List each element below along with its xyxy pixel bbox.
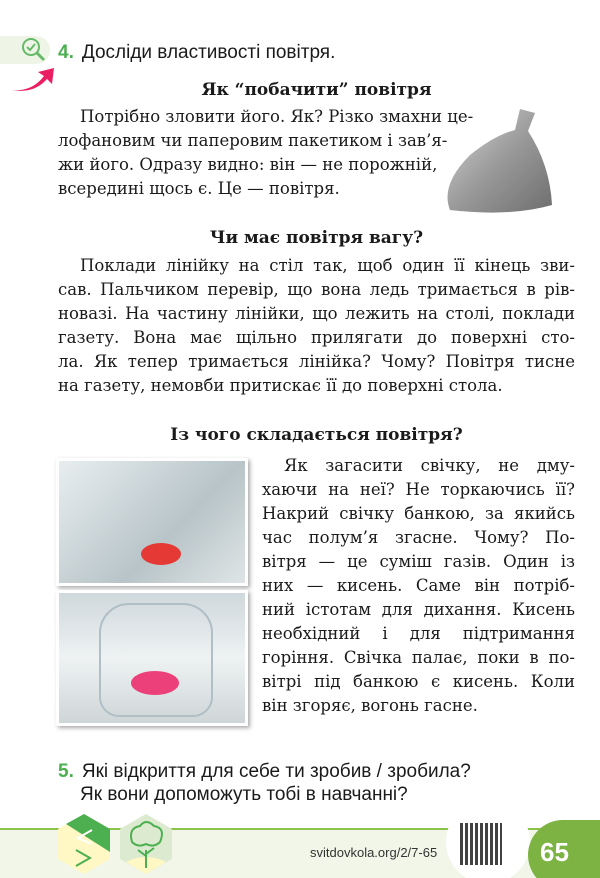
task-4 bbox=[58, 42, 335, 64]
magnifier-check-icon bbox=[20, 36, 48, 64]
page-number: 65 bbox=[528, 820, 600, 878]
section-heading: Із чого складається повітря? bbox=[170, 425, 463, 445]
jar-covering-candle-photo bbox=[56, 590, 248, 726]
candle bbox=[131, 671, 179, 695]
candle bbox=[141, 543, 181, 565]
task-number: 4. bbox=[58, 42, 74, 63]
jar-over-candle-photo bbox=[56, 458, 248, 586]
paragraph: Як загасити свічку, не дму- хаючи на неї? Не торкаючись її? Накрий свічку банкою, за якийсь час полум’я згасне. Чому? По- вітря — це суміш газів. Один із них — кисень. Саме він потріб- ний істотам для дихання. Кисень необхідний і для підтримання горіння. Свічка палає, поки в по- вітрі під банкою є кисень. Коли він згоряє, вогонь гасне. bbox=[262, 456, 575, 715]
paragraph: Потрібно зловити його. Як? Різко змахни це- лофановим чи паперовим пакетиком і зав’я- жи його. Одразу видно: він — не порожній, всередині щось є. Це — повітря. bbox=[58, 107, 474, 198]
jar bbox=[99, 603, 213, 717]
compare-icon bbox=[56, 812, 112, 876]
plastic-bag-image bbox=[440, 105, 558, 217]
section-heading: Чи має повітря вагу? bbox=[209, 228, 424, 248]
task-5: 5. Які відкриття для себе ти зробив / зробила? Як вони допоможуть тобі в навчанні? bbox=[58, 761, 471, 805]
task-text: Досліди властивості повітря. bbox=[81, 42, 336, 63]
paragraph: Поклади лінійку на стіл так, щоб один її кінець зви- сав. Пальчиком перевір, що вона ледь тримається в рів- новазі. На частину лінійки, що лежить на столі, поклади газету. Вона має щільно прилягати до поверхні сто- ла. Як тепер тримається лінійка? Чому? Повітря тисне на газету, немовби притискає її до поверхні стола. bbox=[58, 256, 575, 395]
tree-icon bbox=[118, 812, 174, 876]
task-number: 5. bbox=[58, 761, 74, 782]
qr-code[interactable] bbox=[460, 823, 502, 865]
arrow-icon bbox=[10, 66, 55, 96]
section-heading: Як “побачити” повітря bbox=[201, 80, 432, 100]
footer-url[interactable]: svitdovkola.org/2/7-65 bbox=[310, 845, 438, 860]
